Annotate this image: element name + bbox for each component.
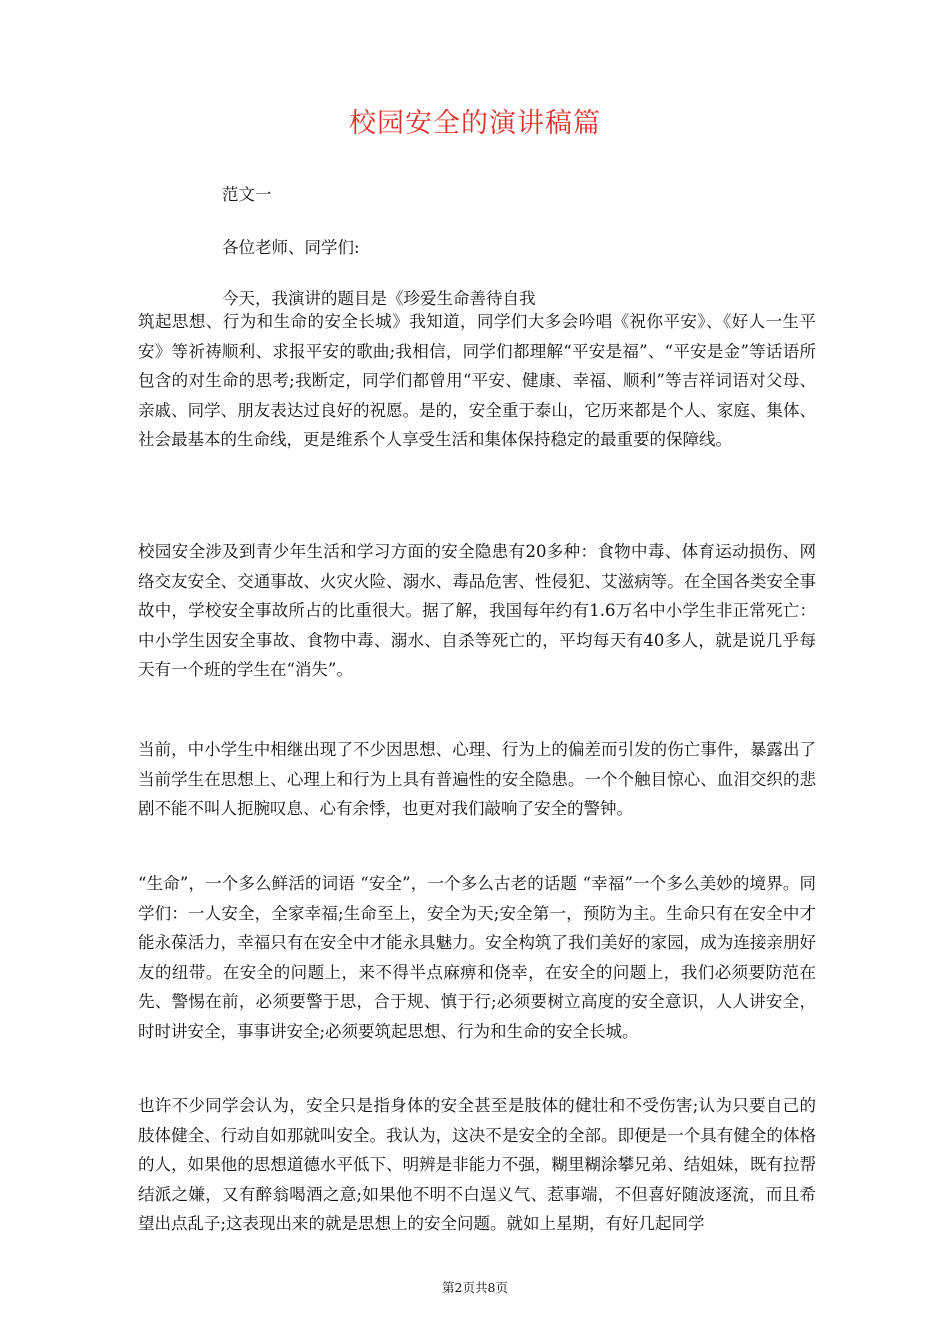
paragraph-3: 当前，中小学生中相继出现了不少因思想、心理、行为上的偏差而引发的伤亡事件，暴露出了当前学生在思想上、心理上和行为上具有普遍性的安全隐患。一个个触目惊心、血泪交织的悲剧不能不叫人扼腕叹息、心有余悸，也更对我们敲响了安全的警钟。 xyxy=(138,740,816,818)
document-title: 校园安全的演讲稿篇 xyxy=(349,108,601,139)
greeting: 各位老师、同学们: xyxy=(222,238,360,257)
paragraph-2: 校园安全涉及到青少年生活和学习方面的安全隐患有20多种：食物中毒、体育运动损伤、网络交友安全、交通事故、火灾火险、溺水、毒品危害、性侵犯、艾滋病等。在全国各类安全事故中，学校安全事故所占的比重很大。据了解，我国每年约有1.6万名中小学生非正常死亡：中小学生因安全事故、食物中毒、溺水、自杀等死亡的，平均每天有40多人，就是说几乎每天有一个班的学生在“消失”。 xyxy=(138,542,816,679)
section-label: 范文一 xyxy=(222,185,272,204)
paragraph-5: 也许不少同学会认为，安全只是指身体的安全甚至是肢体的健壮和不受伤害;认为只要自己的肢体健全、行动自如那就叫安全。我认为，这决不是安全的全部。即便是一个具有健全的体格的人，如果他的思想道德水平低下、明辨是非能力不强，糊里糊涂攀兄弟、结姐妹，既有拉帮结派之嫌，又有醉翁喝酒之意;如果他不明不白逞义气、惹事端，不但喜好随波逐流，而且希望出点乱子;这表现出来的就是思想上的安全问题。就如上星期，有好几起同学 xyxy=(138,1096,816,1233)
paragraph-1: 筑起思想、行为和生命的安全长城》我知道，同学们大多会吟唱《祝你平安》、《好人一生平安》等祈祷顺利、求报平安的歌曲;我相信，同学们都理解“平安是福”、“平安是金”等话语所包含的对生命的思考;我断定，同学们都曾用“平安、健康、幸福、顺利”等吉祥词语对父母、亲戚、同学、朋友表达过良好的祝愿。是的，安全重于泰山，它历来都是个人、家庭、集体、社会最基本的生命线，更是维系个人享受生活和集体保持稳定的最重要的保障线。 xyxy=(138,312,816,449)
paragraph-1-first-line: 今天，我演讲的题目是《珍爱生命善待自我 xyxy=(222,289,536,308)
page-number: 第2页共8页 xyxy=(442,1280,508,1295)
paragraph-4: “生命”，一个多么鲜活的词语 “安全”，一个多么古老的话题 “幸福”一个多么美妙的境界。同学们：一人安全，全家幸福;生命至上，安全为天;安全第一，预防为主。生命只有在安全中才能永葆活力，幸福只有在安全中才能永具魅力。安全构筑了我们美好的家园，成为连接亲朋好友的纽带。在安全的问题上，来不得半点麻痹和侥幸，在安全的问题上，我们必须要防范在先、警惕在前，必须要警于思，合于规、慎于行;必须要树立高度的安全意识，人人讲安全，时时讲安全，事事讲安全;必须要筑起思想、行为和生命的安全长城。 xyxy=(138,874,816,1041)
